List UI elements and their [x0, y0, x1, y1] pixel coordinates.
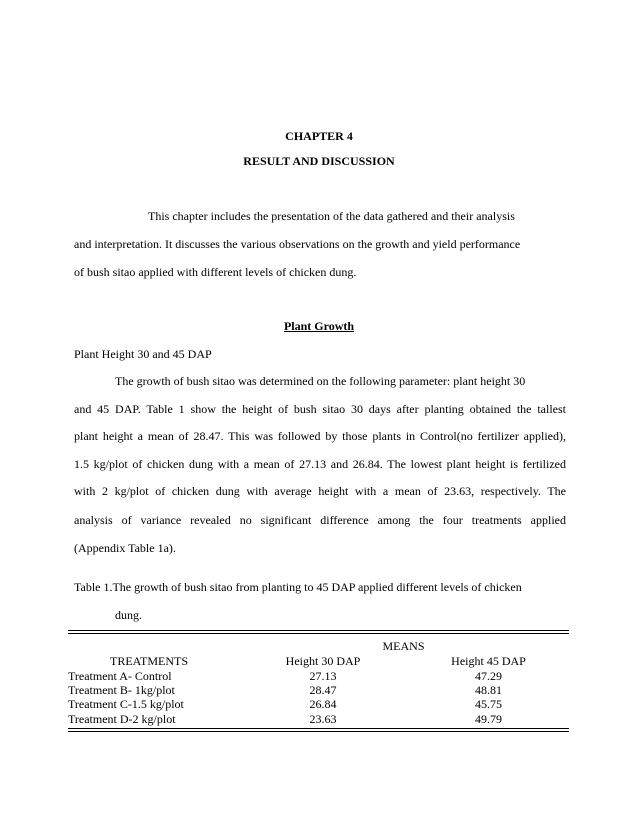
means-group-header: MEANS: [382, 639, 425, 653]
height-45-cell: 47.29: [475, 669, 502, 683]
height-45-cell: 45.75: [475, 697, 502, 711]
chapter-title: CHAPTER 4: [285, 129, 353, 143]
body-line: (Appendix Table 1a).: [74, 541, 176, 555]
table-top-rule: [68, 633, 569, 634]
body-line: analysis of variance revealed no significant difference among the four treatments applied: [74, 513, 566, 527]
chapter-subtitle: RESULT AND DISCUSSION: [243, 154, 395, 168]
height-45-cell: 49.79: [475, 712, 502, 726]
table-caption-continued: dung.: [115, 608, 142, 622]
treatment-cell: Treatment D-2 kg/plot: [68, 712, 176, 726]
body-line: The growth of bush sitao was determined on the following parameter: plant height 30: [115, 374, 526, 388]
intro-line: This chapter includes the presentation of the data gathered and their analysis: [148, 209, 515, 223]
section-heading: Plant Growth: [283, 319, 355, 333]
height-45-cell: 48.81: [475, 683, 502, 697]
body-line: plant height a mean of 28.47. This was followed by those plants in Control(no fertilizer applied),: [74, 429, 566, 443]
table-header: Height 45 DAP: [451, 654, 526, 668]
height-30-cell: 28.47: [309, 683, 337, 697]
height-30-cell: 27.13: [309, 669, 337, 683]
body-line: and 45 DAP. Table 1 show the height of bush sitao 30 days after planting obtained the tallest: [74, 402, 566, 416]
intro-line: and interpretation. It discusses the various observations on the growth and yield performance: [74, 237, 521, 251]
body-line: with 2 kg/plot of chicken dung with average height with a mean of 23.63, respectively. The: [74, 484, 566, 498]
table-bottom-rule: [68, 728, 569, 729]
treatment-cell: Treatment A- Control: [68, 669, 172, 683]
body-line: 1.5 kg/plot of chicken dung with a mean of 27.13 and 26.84. The lowest plant height is fertilized: [74, 457, 566, 471]
table-header: Height 30 DAP: [285, 654, 361, 668]
table-caption: Table 1.The growth of bush sitao from planting to 45 DAP applied different levels of chicken: [74, 580, 522, 594]
table-top-rule: [68, 630, 569, 631]
treatment-cell: Treatment C-1.5 kg/plot: [68, 697, 184, 711]
height-30-cell: 23.63: [309, 712, 337, 726]
height-30-cell: 26.84: [309, 697, 337, 711]
section-subheading: Plant Height 30 and 45 DAP: [74, 347, 212, 361]
table-header: TREATMENTS: [110, 654, 188, 668]
results-table: [68, 630, 569, 734]
table-bottom-rule: [68, 731, 569, 732]
treatment-cell: Treatment B- 1kg/plot: [68, 683, 175, 697]
intro-line: of bush sitao applied with different levels of chicken dung.: [74, 265, 357, 279]
